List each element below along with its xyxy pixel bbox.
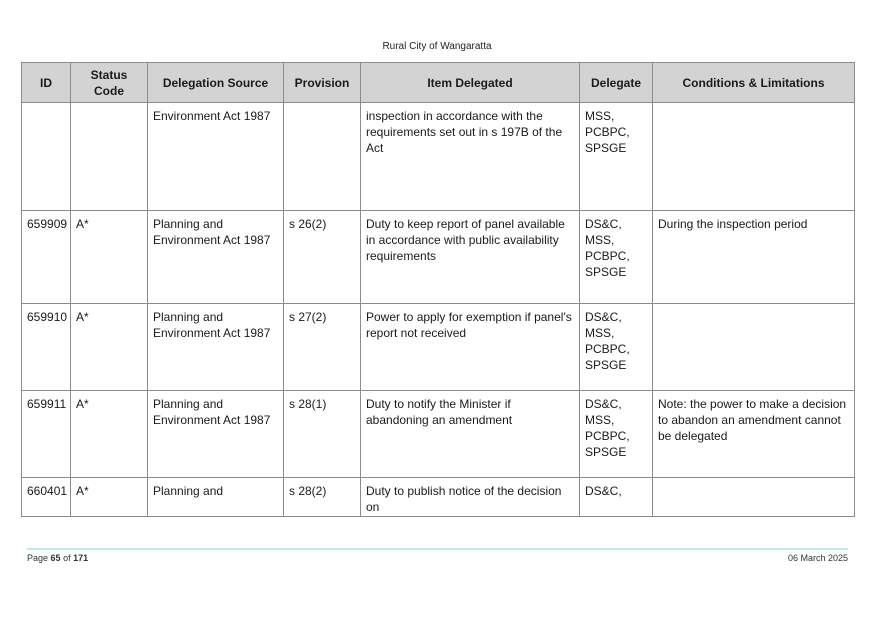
page-label: Page [27, 553, 49, 563]
cell-delegate: DS&C, MSS, PCBPC, SPSGE [580, 304, 653, 391]
page-number [27, 553, 88, 563]
table-header-row [22, 63, 855, 103]
cell-provision: s 28(1) [284, 391, 361, 478]
cell-conditions [653, 478, 855, 517]
cell-conditions [653, 304, 855, 391]
cell-id [22, 103, 71, 211]
cell-delegation-source: Planning and Environment Act 1987 [148, 211, 284, 304]
table-row [22, 103, 855, 211]
cell-conditions: Note: the power to make a decision to abandon an amendment cannot be delegated [653, 391, 855, 478]
cell-item-delegated: inspection in accordance with the requirements set out in s 197B of the Act [361, 103, 580, 211]
cell-item-delegated: Power to apply for exemption if panel's report not received [361, 304, 580, 391]
cell-delegate: MSS, PCBPC, SPSGE [580, 103, 653, 211]
table-row [22, 391, 855, 478]
cell-conditions [653, 103, 855, 211]
cell-id: 659909 [22, 211, 71, 304]
cell-item-delegated: Duty to keep report of panel available in accordance with public availability requirements [361, 211, 580, 304]
cell-status-code: A* [71, 211, 148, 304]
page-header-organization: Rural City of Wangaratta [382, 41, 492, 52]
column-header-id: ID [22, 63, 71, 103]
column-header-conditions-limitations: Conditions & Limitations [653, 63, 855, 103]
cell-provision: s 28(2) [284, 478, 361, 517]
cell-delegation-source: Environment Act 1987 [148, 103, 284, 211]
column-header-item-delegated: Item Delegated [361, 63, 580, 103]
table-row [22, 304, 855, 391]
cell-delegation-source: Planning and Environment Act 1987 [148, 304, 284, 391]
cell-status-code: A* [71, 478, 148, 517]
table-row [22, 211, 855, 304]
cell-id: 660401 [22, 478, 71, 517]
cell-delegate: DS&C, MSS, PCBPC, SPSGE [580, 391, 653, 478]
table-row [22, 478, 855, 517]
cell-provision [284, 103, 361, 211]
page-of-label: of [63, 553, 71, 563]
column-header-delegate: Delegate [580, 63, 653, 103]
column-header-provision: Provision [284, 63, 361, 103]
column-header-delegation-source: Delegation Source [148, 63, 284, 103]
cell-id: 659910 [22, 304, 71, 391]
cell-id: 659911 [22, 391, 71, 478]
cell-delegation-source: Planning and Environment Act 1987 [148, 391, 284, 478]
cell-item-delegated: Duty to publish notice of the decision on [361, 478, 580, 517]
footer-date: 06 March 2025 [787, 553, 848, 563]
column-header-status-code: Status Code [71, 63, 148, 103]
cell-status-code [71, 103, 148, 211]
footer-divider [27, 548, 848, 550]
cell-item-delegated: Duty to notify the Minister if abandoning an amendment [361, 391, 580, 478]
cell-status-code: A* [71, 391, 148, 478]
cell-delegation-source: Planning and [148, 478, 284, 517]
cell-delegate: DS&C, [580, 478, 653, 517]
cell-delegate: DS&C, MSS, PCBPC, SPSGE [580, 211, 653, 304]
cell-conditions: During the inspection period [653, 211, 855, 304]
cell-status-code: A* [71, 304, 148, 391]
cell-provision: s 27(2) [284, 304, 361, 391]
delegation-table [21, 62, 855, 517]
total-pages: 171 [73, 553, 89, 563]
current-page: 65 [50, 553, 61, 563]
cell-provision: s 26(2) [284, 211, 361, 304]
